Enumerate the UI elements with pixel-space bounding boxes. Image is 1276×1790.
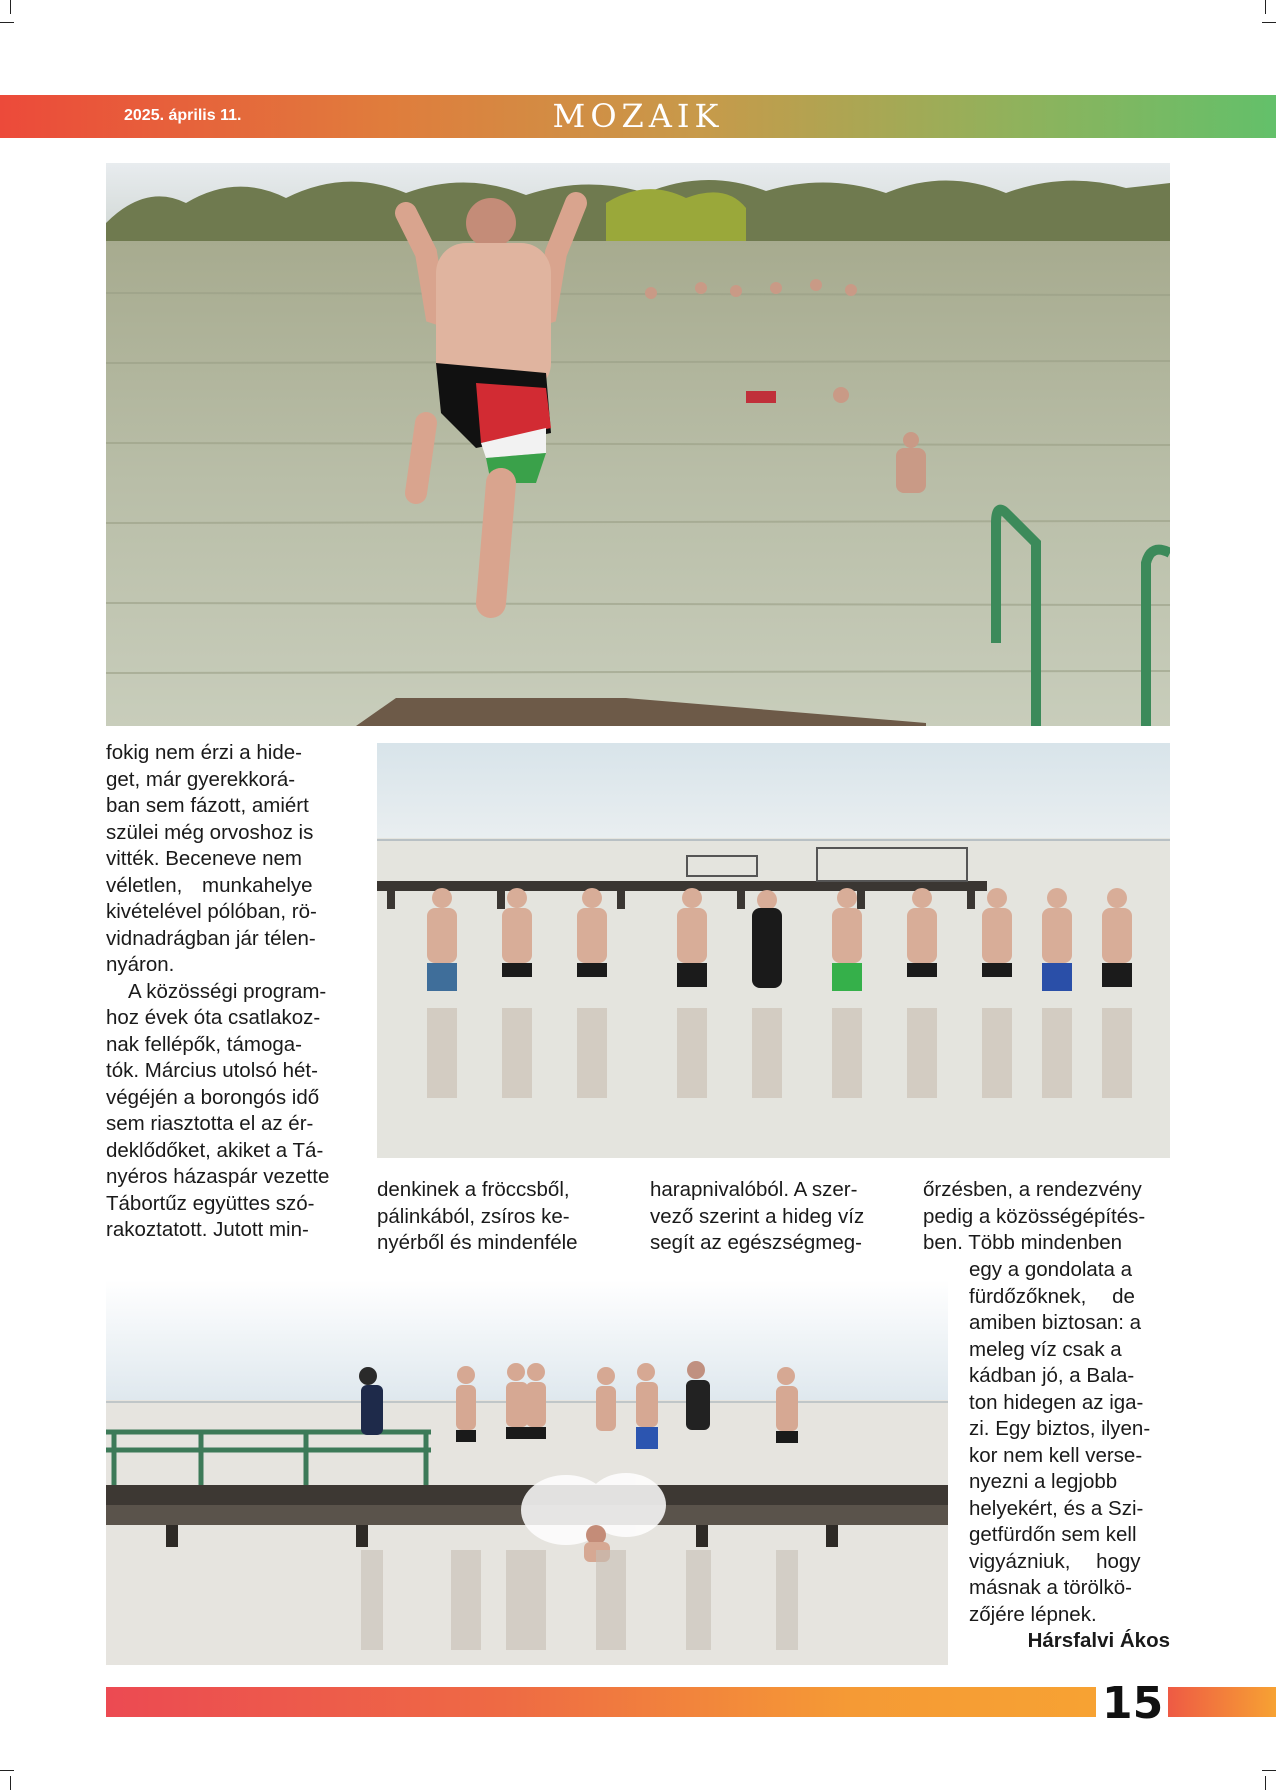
text-line: nyérből és mindenféle	[377, 1231, 578, 1254]
page-number: 15	[1102, 1678, 1164, 1729]
text-line: meleg víz csak a	[969, 1337, 1122, 1361]
text-line: denkinek a fröccsből,	[377, 1178, 570, 1201]
crop-mark	[0, 22, 14, 23]
text-line: deklődőket, akiket a Tá-	[106, 1138, 324, 1162]
crop-mark	[10, 0, 11, 14]
text-line: vigyázniuk, hogy	[969, 1549, 1141, 1573]
text-line: A közösségi program-	[128, 979, 327, 1003]
text-line: nyezni a legjobb	[969, 1470, 1118, 1493]
text-line: nak fellépők, támoga-	[106, 1032, 303, 1056]
text-line: fürdőzőknek, de	[969, 1284, 1135, 1308]
text-line: hoz évek óta csatlakoz-	[106, 1006, 321, 1029]
text-line: tók. Március utolsó hét-	[106, 1059, 318, 1082]
text-line: rakoztatott. Jutott min-	[106, 1218, 309, 1241]
article-column-1	[106, 740, 353, 1244]
text-line: amiben biztosan: a	[969, 1311, 1142, 1334]
footer-bar-right	[1168, 1687, 1276, 1717]
text-line: szülei még orvoshoz is	[106, 820, 314, 844]
text-line: kivételével pólóban, rö-	[106, 900, 317, 923]
photo-pier-splash	[106, 1280, 948, 1665]
text-line: pálinkából, zsíros ke-	[377, 1204, 570, 1228]
magazine-title: MOZAIK	[552, 97, 724, 135]
crop-mark	[1262, 22, 1276, 23]
text-line: vező szerint a hideg víz	[650, 1204, 865, 1228]
issue-date: 2025. április 11.	[124, 107, 242, 124]
text-line: sem riasztotta el az ér-	[106, 1112, 314, 1135]
text-line: helyekért, és a Szi-	[969, 1496, 1144, 1520]
text-line: harapnivalóból. A szer-	[650, 1178, 858, 1201]
author-byline: Hársfalvi Ákos	[1027, 1629, 1170, 1652]
crop-mark	[1265, 1776, 1266, 1790]
text-line: ton hidegen az iga-	[969, 1390, 1144, 1414]
text-line: kádban jó, a Bala-	[969, 1364, 1135, 1387]
crop-mark	[10, 1776, 11, 1790]
text-line: fokig nem érzi a hide-	[106, 741, 302, 764]
paragraph-1	[106, 740, 353, 979]
paragraph-2	[106, 979, 353, 1244]
article-column-2	[377, 1177, 624, 1257]
article-column-4-continued	[969, 1257, 1170, 1655]
text-line: őrzésben, a rendezvény	[923, 1178, 1142, 1201]
footer-bar-left	[106, 1687, 1096, 1717]
text-line: zőjére lépnek.	[969, 1602, 1097, 1626]
header-bar	[0, 95, 1276, 138]
text-line: nyáron.	[106, 953, 175, 976]
article-column-3	[650, 1177, 897, 1257]
text-line: véletlen, munkahelye	[106, 873, 313, 897]
photo-group-in-lake	[377, 743, 1170, 1158]
text-line: Tábortűz együttes szó-	[106, 1191, 315, 1215]
text-line: getfürdőn sem kell	[969, 1523, 1137, 1546]
text-line: másnak a törölkö-	[969, 1576, 1132, 1599]
article-column-4	[923, 1177, 1170, 1257]
text-line: vidnadrágban jár télen-	[106, 926, 316, 950]
photo-jumping-swimmer	[106, 163, 1170, 726]
text-line: pedig a közösségépítés-	[923, 1204, 1146, 1228]
text-line: kor nem kell verse-	[969, 1443, 1143, 1467]
crop-mark	[0, 1770, 14, 1771]
text-line: nyéros házaspár vezette	[106, 1165, 330, 1188]
crop-mark	[1265, 0, 1266, 14]
text-line: vitték. Beceneve nem	[106, 847, 302, 870]
text-line: végéjén a borongós idő	[106, 1085, 320, 1109]
text-line: egy a gondolata a	[969, 1258, 1132, 1281]
text-line: segít az egészségmeg-	[650, 1231, 862, 1254]
text-line: ben. Több mindenben	[923, 1231, 1123, 1254]
crop-mark	[1262, 1770, 1276, 1771]
text-line: get, már gyerekkorá-	[106, 767, 296, 791]
text-line: zi. Egy biztos, ilyen-	[969, 1417, 1151, 1440]
text-line: ban sem fázott, amiért	[106, 794, 309, 817]
